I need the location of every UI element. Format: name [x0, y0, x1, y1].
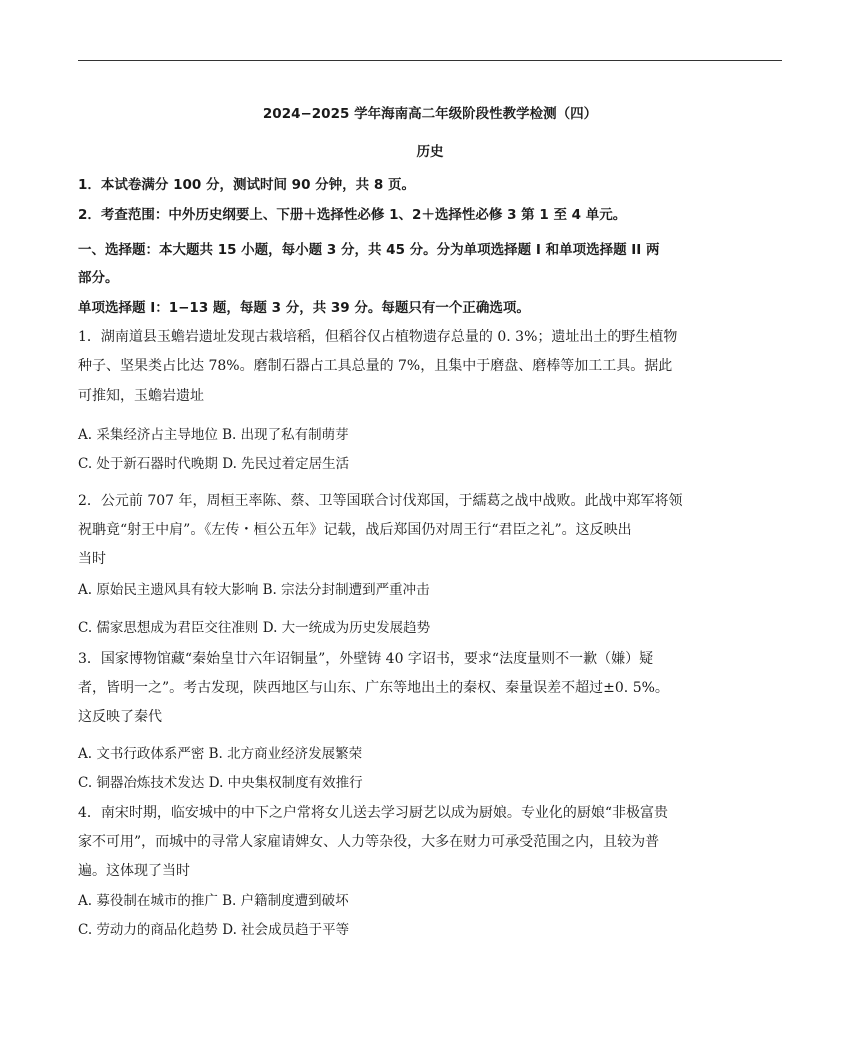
question-text-line: 遍。这体现了当时	[78, 863, 190, 879]
answer-options: A. 文书行政体系严密 B. 北方商业经济发展繁荣	[78, 746, 363, 762]
exam-title: 2024−2025 学年海南高二年级阶段性教学检测（四）	[262, 106, 598, 122]
question-text-line: 家不可用”，而城中的寻常人家雇请婢女、人力等杂役，大多在财力可承受范围之内，且较为普	[78, 834, 660, 850]
question-text-line: 当时	[78, 551, 106, 567]
question-text-line: 4．南宋时期，临安城中的中下之户常将女儿送去学习厨艺以成为厨娘。专业化的厨娘“非极富贵	[78, 805, 669, 821]
top-divider	[78, 60, 782, 61]
question-text-line: 这反映了秦代	[78, 709, 162, 725]
note-1: 1．本试卷满分 100 分，测试时间 90 分钟，共 8 页。	[78, 177, 415, 193]
question-text-line: 1．湖南道县玉蟾岩遗址发现古栽培稻，但稻谷仅占植物遗存总量的 0. 3%；遗址出土的野生植物	[78, 329, 678, 345]
question-text-line: 种子、坚果类占比达 78%。磨制石器占工具总量的 7%，且集中于磨盘、磨棒等加工工具。据此	[78, 358, 673, 374]
answer-options: C. 铜器冶炼技术发达 D. 中央集权制度有效推行	[78, 775, 363, 791]
answer-options: C. 儒家思想成为君臣交往准则 D. 大一统成为历史发展趋势	[78, 620, 431, 636]
question-text-line: 2．公元前 707 年，周桓王率陈、蔡、卫等国联合讨伐郑国，于繻葛之战中战败。此战中郑军将领	[78, 493, 683, 509]
section-heading: 一、选择题：本大题共 15 小题，每小题 3 分，共 45 分。分为单项选择题 I 和单项选择题 II 两	[78, 242, 660, 258]
subject-title: 历史	[416, 144, 444, 160]
sub-heading: 单项选择题 I：1−13 题，每题 3 分，共 39 分。每题只有一个正确选项。	[78, 300, 530, 316]
answer-options: A. 原始民主遗风具有较大影响 B. 宗法分封制遭到严重冲击	[78, 582, 430, 598]
answer-options: C. 处于新石器时代晚期 D. 先民过着定居生活	[78, 456, 350, 472]
question-text-line: 3．国家博物馆藏“秦始皇廿六年诏铜量”，外壁铸 40 字诏书，要求“法度量则不一歉（嫌）疑	[78, 651, 654, 667]
note-2: 2．考查范围：中外历史纲要上、下册＋选择性必修 1、2＋选择性必修 3 第 1 至 4 单元。	[78, 207, 627, 223]
section-heading-cont: 部分。	[78, 270, 119, 286]
question-text-line: 祝聃竟“射王中肩”。《左传・桓公五年》记载，战后郑国仍对周王行“君臣之礼”。这反映出	[78, 522, 632, 538]
question-text-line: 可推知，玉蟾岩遗址	[78, 388, 204, 404]
question-text-line: 者，皆明一之”。考古发现，陕西地区与山东、广东等地出土的秦权、秦量误差不超过±0. 5%。	[78, 680, 669, 696]
answer-options: A. 采集经济占主导地位 B. 出现了私有制萌芽	[78, 427, 349, 443]
answer-options: A. 募役制在城市的推广 B. 户籍制度遭到破坏	[78, 893, 349, 909]
answer-options: C. 劳动力的商品化趋势 D. 社会成员趋于平等	[78, 922, 350, 938]
